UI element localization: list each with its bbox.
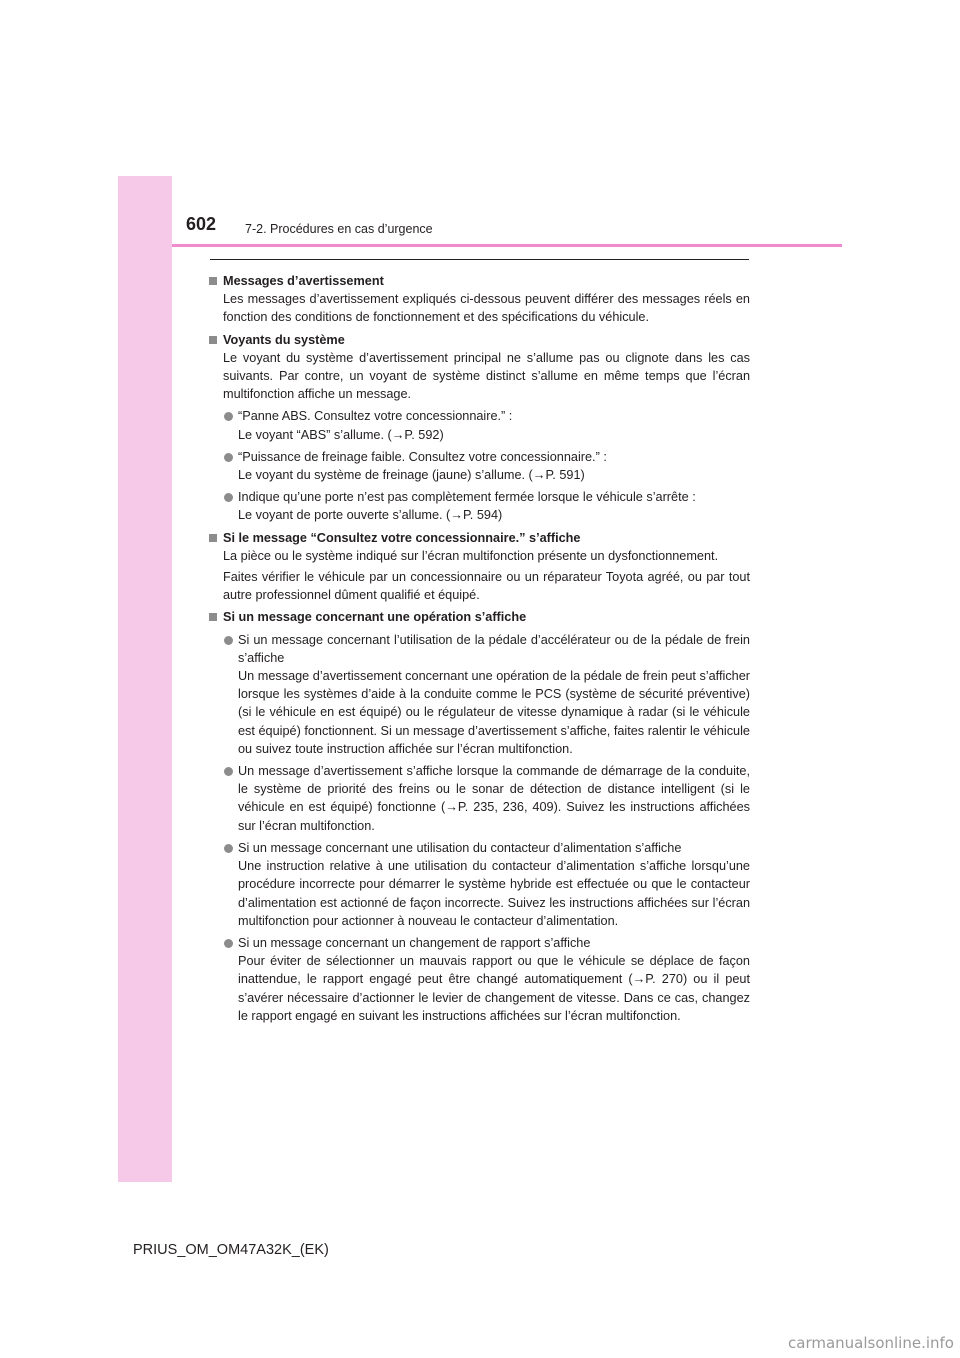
- round-bullet-icon: [224, 767, 233, 776]
- list-item: “Panne ABS. Consultez votre concessionnaire.” : Le voyant “ABS” s’allume. (→P. 592): [208, 407, 750, 443]
- heading-warning-messages: Messages d’avertissement: [208, 272, 750, 290]
- paragraph: Les messages d’avertissement expliqués ci-dessous peuvent différer des messages réels en fonction des conditions de fonctionnement et des spécifications du véhicule.: [223, 292, 750, 325]
- side-color-band: [118, 176, 172, 1182]
- page-number: 602: [186, 214, 217, 234]
- list-item: Indique qu’une porte n’est pas complètement fermée lorsque le véhicule s’arrête : Le voyant de porte ouverte s’allume. (→P. 594): [208, 488, 750, 524]
- round-bullet-icon: [224, 844, 233, 853]
- watermark: carmanualsonline.info: [788, 1334, 954, 1352]
- heading-system-lights: Voyants du système: [208, 331, 750, 349]
- list-item: “Puissance de freinage faible. Consultez votre concessionnaire.” : Le voyant du système de freinage (jaune) s’allume. (→P. 591): [208, 448, 750, 484]
- paragraph: La pièce ou le système indiqué sur l’écran multifonction présente un dysfonctionnement.: [223, 548, 719, 563]
- document-code: PRIUS_OM_OM47A32K_(EK): [133, 1242, 329, 1258]
- round-bullet-icon: [224, 453, 233, 462]
- round-bullet-icon: [224, 636, 233, 645]
- list-item: Si un message concernant un changement de rapport s’affiche Pour éviter de sélectionner un mauvais rapport ou que le véhicule se déplace de façon inattendue, le rapport engagé peut être changé automatiquement (→P. 270) ou il peut s’avérer nécessaire d’actionner le levier de changement de vitesse. Dans ce cas, changez le rapport engagé en suivant les instructions affichées sur l’écran multifonction.: [208, 934, 750, 1025]
- heading-operation-message: Si un message concernant une opération s’affiche: [208, 608, 750, 626]
- paragraph: Le voyant du système d’avertissement principal ne s’allume pas ou clignote dans les cas suivants. Par contre, un voyant de système distinct s’allume en même temps que l’écran multifonction affiche un message.: [223, 350, 750, 402]
- list-item: Un message d’avertissement s’affiche lorsque la commande de démarrage de la conduite, le système de priorité des freins ou le sonar de détection de distance intelligent (si le véhicule en est équipé) fonctionne (→P. 235, 236, 409). Suivez les instructions affichées sur l’écran multifonction.: [208, 762, 750, 835]
- round-bullet-icon: [224, 939, 233, 948]
- heading-consult-dealer: Si le message “Consultez votre concessionnaire.” s’affiche: [208, 529, 750, 547]
- header-divider: [172, 244, 842, 247]
- section-title: 7-2. Procédures en cas d’urgence: [245, 222, 433, 236]
- list-item: Si un message concernant l’utilisation de la pédale d’accélérateur ou de la pédale de frein s’affiche Un message d’avertissement concernant une opération de la pédale de frein peut s’afficher lorsque les systèmes d’aide à la conduite comme le PCS (système de sécurité préventive) (si le véhicule en est équipé) ou le régulateur de vitesse dynamique à radar (si le véhicule est équipé) fonctionnent. Si un message d’avertissement s’affiche, faites ralentir le véhicule ou suivez toute instruction affichée sur l’écran multifonction.: [208, 631, 750, 758]
- square-bullet-icon: [209, 277, 217, 285]
- paragraph: Faites vérifier le véhicule par un concessionnaire ou un réparateur Toyota agréé, ou par tout autre professionnel dûment qualifié et équipé.: [223, 570, 750, 603]
- square-bullet-icon: [209, 336, 217, 344]
- square-bullet-icon: [209, 534, 217, 542]
- square-bullet-icon: [209, 613, 217, 621]
- page-content: [208, 268, 750, 1025]
- content-top-rule: [210, 259, 749, 260]
- round-bullet-icon: [224, 412, 233, 421]
- list-item: Si un message concernant une utilisation du contacteur d’alimentation s’affiche Une instruction relative à une utilisation du contacteur d’alimentation s’affiche lorsqu’une procédure incorrecte pour démarrer le système hybride est effectuée ou que le contacteur d’alimentation est actionné de façon incorrecte. Suivez les instructions affichées sur l’écran multifonction pour actionner à nouveau le contacteur d’alimentation.: [208, 839, 750, 930]
- round-bullet-icon: [224, 493, 233, 502]
